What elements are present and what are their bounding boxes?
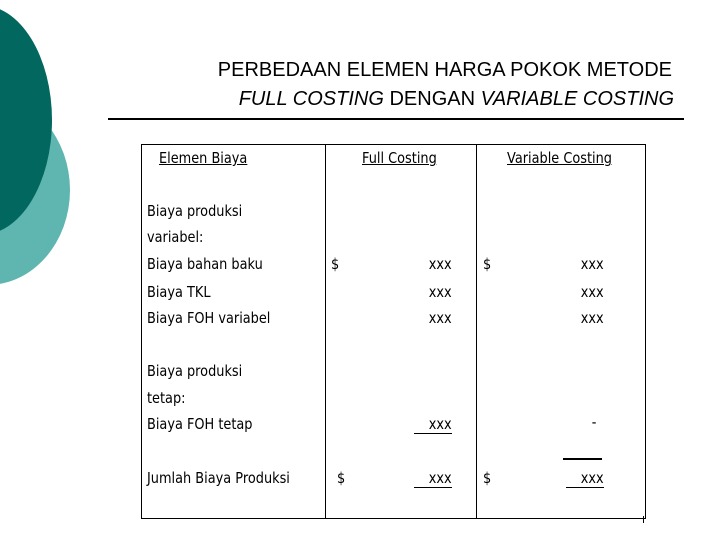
full-value-foh-variabel: xxx (429, 309, 452, 327)
label-biaya-tkl: Biaya TKL (147, 283, 211, 301)
label-biaya-produksi-variabel-2: variabel: (147, 228, 204, 246)
label-jumlah-biaya-produksi: Jumlah Biaya Produksi (147, 469, 290, 487)
variable-value-bahan-baku: xxx (581, 255, 604, 273)
header-variable-costing: Variable Costing (507, 149, 612, 167)
header-elemen-biaya: Elemen Biaya (159, 149, 248, 167)
full-underline-foh-tetap (414, 433, 452, 434)
title-full-costing: FULL COSTING (238, 88, 384, 110)
variable-currency-bahan-baku: $ (483, 255, 492, 273)
variable-value-foh-tetap: - (591, 413, 596, 431)
slide-title-line-1: PERBEDAAN ELEMEN HARGA POKOK METODE (217, 59, 672, 81)
full-value-jumlah: xxx (429, 469, 452, 487)
label-biaya-produksi-tetap-1: Biaya produksi (147, 362, 243, 380)
label-biaya-produksi-variabel-1: Biaya produksi (147, 202, 243, 220)
title-dengan: DENGAN (383, 88, 481, 110)
variable-currency-jumlah: $ (483, 469, 492, 487)
title-divider (108, 118, 684, 120)
table-corner-mark (643, 516, 644, 523)
variable-total-rule (563, 458, 602, 460)
slide-title-line-2 (239, 88, 674, 110)
label-biaya-foh-tetap: Biaya FOH tetap (147, 415, 253, 433)
variable-value-tkl: xxx (581, 283, 604, 301)
title-variable-costing: VARIABLE COSTING (480, 88, 674, 110)
label-biaya-bahan-baku: Biaya bahan baku (147, 255, 263, 273)
full-currency-jumlah: $ (337, 469, 346, 487)
full-underline-jumlah (414, 487, 452, 488)
label-biaya-produksi-tetap-2: tetap: (147, 389, 186, 407)
column-divider-2 (476, 145, 477, 518)
full-currency-bahan-baku: $ (331, 255, 340, 273)
variable-value-foh-variabel: xxx (581, 309, 604, 327)
header-full-costing: Full Costing (362, 149, 437, 167)
variable-value-jumlah: xxx (581, 469, 604, 487)
full-value-foh-tetap: xxx (429, 415, 452, 433)
label-biaya-foh-variabel: Biaya FOH variabel (147, 309, 271, 327)
variable-underline-jumlah (566, 487, 604, 488)
full-value-bahan-baku: xxx (429, 255, 452, 273)
column-divider-1 (325, 145, 326, 518)
full-value-tkl: xxx (429, 283, 452, 301)
